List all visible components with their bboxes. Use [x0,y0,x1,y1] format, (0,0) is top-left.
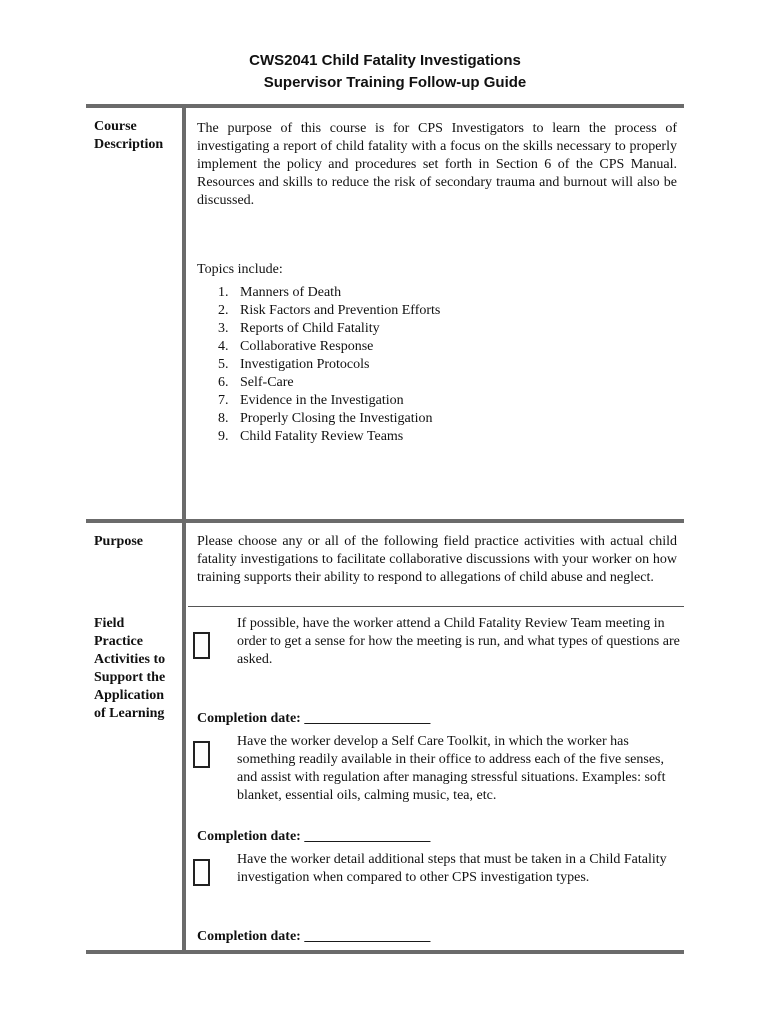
list-item: 1. Manners of Death [218,285,342,300]
table-bottom-rule [86,950,684,954]
course-description-label: Course Description [94,119,164,152]
activity-1-checkbox[interactable] [193,632,210,659]
activity-3-checkbox[interactable] [193,859,210,886]
table-top-rule [86,104,684,108]
list-item: 9. Child Fatality Review Teams [218,429,404,444]
section-divider-rule [86,519,684,523]
list-item: 7. Evidence in the Investigation [218,393,404,408]
topics-list [218,284,440,446]
purpose-bottom-rule [188,606,684,607]
title-line-1: CWS2041 Child Fatality Investigations [249,52,521,69]
title-line-2: Supervisor Training Follow-up Guide [263,74,527,91]
field-practice-label: Field Practice Activities to Support the Application of Learning [94,616,166,721]
document-title [0,50,770,94]
list-item: 8. Properly Closing the Investigation [218,411,433,426]
purpose-label: Purpose [94,534,143,549]
list-item: 6. Self-Care [218,375,294,390]
activity-2-completion-date: Completion date: __________________ [197,829,431,844]
topics-heading: Topics include: [197,262,283,277]
activity-3-text: Have the worker detail additional steps that must be taken in a Child Fatality investigation when compared to other CPS investigation types. [237,852,667,885]
list-item: 3. Reports of Child Fatality [218,321,380,336]
activity-1-completion-date: Completion date: __________________ [197,711,431,726]
course-description-text: The purpose of this course is for CPS Investigators to learn the process of investigating a report of child fatality with a focus on the skills necessary to properly implement the policy and procedures set forth in Section 6 of the CPS Manual. Resources and skills to reduce the risk of secondary trauma and burnout will also be discussed. [197,121,677,208]
activity-2-checkbox[interactable] [193,741,210,768]
activity-3-completion-date: Completion date: __________________ [197,929,431,944]
list-item: 5. Investigation Protocols [218,357,370,372]
list-item: 2. Risk Factors and Prevention Efforts [218,303,441,318]
activity-1-text: If possible, have the worker attend a Child Fatality Review Team meeting in order to get a sense for how the meeting is run, and what types of questions are asked. [237,616,680,667]
activity-2-text: Have the worker develop a Self Care Toolkit, in which the worker has something readily available in their office to address each of the five senses, and assist with regulation after managing stressful situations. Examples: soft blanket, essential oils, calming music, tea, etc. [237,734,666,803]
purpose-text: Please choose any or all of the following field practice activities with actual child fatality investigations to facilitate collaborative discussions with your worker on how training supports their ability to respond to allegations of child abuse and neglect. [197,534,677,585]
list-item: 4. Collaborative Response [218,339,374,354]
table-column-divider [182,108,186,952]
